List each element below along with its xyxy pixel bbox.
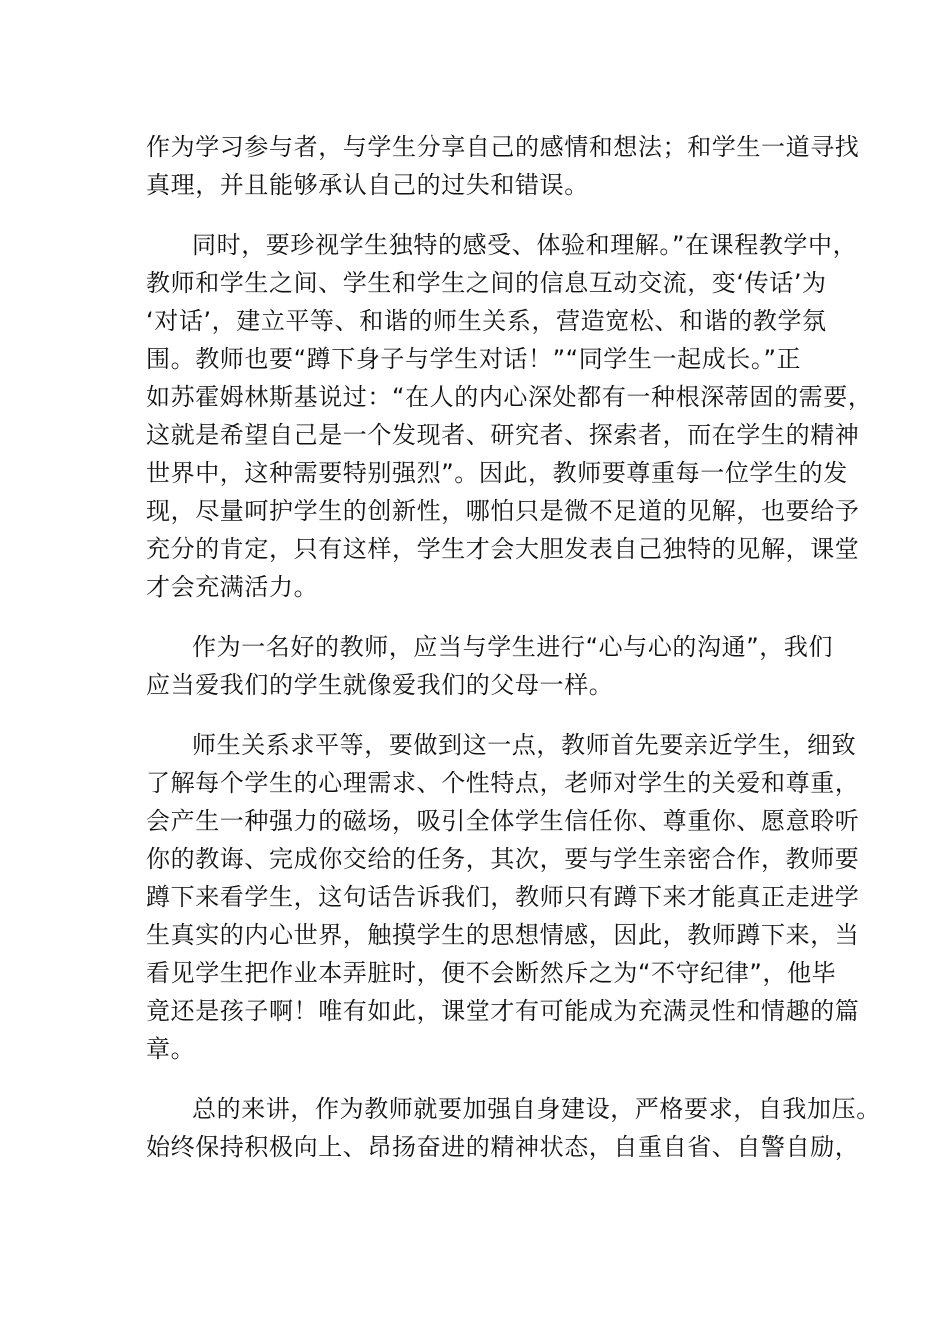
paragraph-2: [146, 226, 873, 606]
paragraph-5: [146, 1090, 881, 1166]
paragraph-line: 作为学习参与者，与学生分享自己的感情和想法；和学生一道寻找: [146, 133, 860, 161]
paragraph-line: 始终保持积极向上、昂扬奋进的精神状态，自重自省、自警自励，: [146, 1133, 860, 1161]
paragraph-line: 围。教师也要“蹲下身子与学生对话！”“同学生一起成长。”正: [146, 345, 802, 373]
paragraph-line: 同时，要珍视学生独特的感受、体验和理解。”在课程教学中，: [192, 231, 858, 259]
paragraph-line: ‘对话’，建立平等、和谐的师生关系，营造宽松、和谐的教学氛: [146, 307, 827, 335]
paragraph-line: 这就是希望自己是一个发现者、研究者、探索者，而在学生的精神: [146, 421, 860, 449]
paragraph-4: [146, 726, 860, 1068]
paragraph-line: 总的来讲，作为教师就要加强自身建设，严格要求，自我加压。: [192, 1095, 881, 1123]
paragraph-line: 世界中，这种需要特别强烈”。因此，教师要尊重每一位学生的发: [146, 459, 848, 487]
paragraph-line: 章。: [146, 1035, 196, 1063]
paragraph-line: 作为一名好的教师，应当与学生进行“心与心的沟通”，我们: [192, 633, 834, 661]
paragraph-line: 竟还是孩子啊！唯有如此，课堂才有可能成为充满灵性和情趣的篇: [146, 997, 860, 1025]
paragraph-line: 你的教诲、完成你交给的任务，其次，要与学生亲密合作，教师要: [146, 845, 860, 873]
paragraph-line: 师生关系求平等，要做到这一点，教师首先要亲近学生，细致: [192, 731, 857, 759]
paragraph-line: 才会充满活力。: [146, 573, 319, 601]
paragraph-line: 看见学生把作业本弄脏时，便不会断然斥之为“不守纪律”，他毕: [146, 959, 837, 987]
paragraph-line: 蹲下来看学生，这句话告诉我们，教师只有蹲下来才能真正走进学: [146, 883, 860, 911]
document-body: [146, 128, 881, 1188]
paragraph-line: 现，尽量呵护学生的创新性，哪怕只是微不足道的见解，也要给予: [146, 497, 860, 525]
paragraph-line: 教师和学生之间、学生和学生之间的信息互动交流，变‘传话’为: [146, 269, 827, 297]
paragraph-line: 会产生一种强力的磁场，吸引全体学生信任你、尊重你、愿意聆听: [146, 807, 860, 835]
paragraph-1: [146, 128, 860, 204]
paragraph-line: 如苏霍姆林斯基说过：“在人的内心深处都有一种根深蒂固的需要，: [146, 383, 873, 411]
paragraph-line: 真理，并且能够承认自己的过失和错误。: [146, 171, 589, 199]
paragraph-line: 了解每个学生的心理需求、个性特点，老师对学生的关爱和尊重，: [146, 769, 860, 797]
paragraph-line: 应当爱我们的学生就像爱我们的父母一样。: [146, 671, 614, 699]
paragraph-3: [146, 628, 834, 704]
paragraph-line: 充分的肯定，只有这样，学生才会大胆发表自己独特的见解，课堂: [146, 535, 860, 563]
paragraph-line: 生真实的内心世界，触摸学生的思想情感，因此，教师蹲下来，当: [146, 921, 860, 949]
